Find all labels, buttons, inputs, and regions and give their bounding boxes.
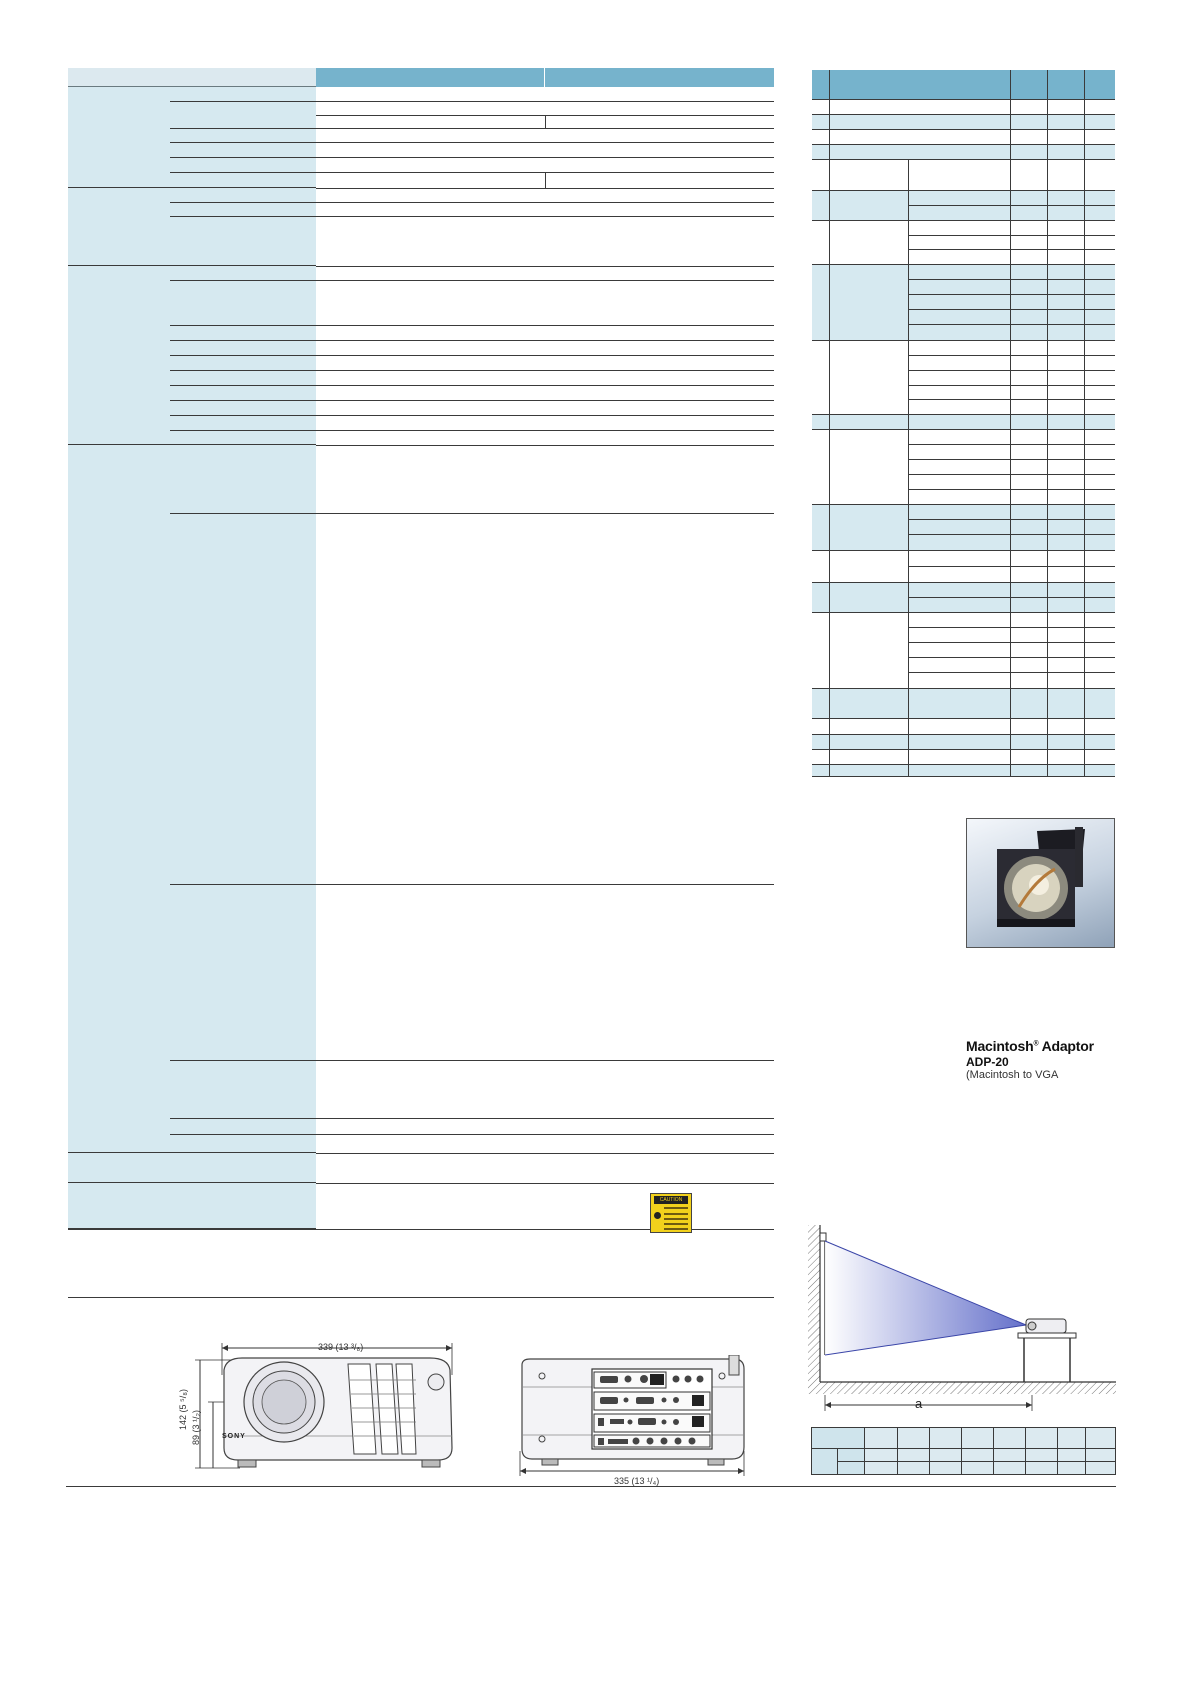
- laser-warning-icon: [654, 1212, 661, 1219]
- projection-distance-diagram: [808, 1225, 1116, 1415]
- front-lens-height-dimension: 89 (3 ¹/₂): [191, 1409, 201, 1445]
- adaptor-name: Macintosh: [966, 1038, 1034, 1054]
- adaptor-name-suffix: Adaptor: [1038, 1038, 1094, 1054]
- spec-header-model-2: [545, 68, 774, 87]
- registered-mark: ®: [1033, 1040, 1039, 1048]
- replacement-lamp-photo: [966, 818, 1115, 948]
- sony-logo: SONY: [222, 1433, 246, 1440]
- adaptor-note: (Macintosh to VGA: [966, 1069, 1059, 1081]
- projector-rear-view-drawing: [512, 1355, 747, 1477]
- caution-label: [650, 1193, 692, 1233]
- rear-width-dimension: 335 (13 ¹/₄): [614, 1476, 660, 1486]
- caution-label-title: CAUTION: [654, 1196, 688, 1204]
- specification-table: [68, 68, 774, 1241]
- spec-group-2: [68, 188, 316, 266]
- front-width-dimension: 339 (13 ³/₈): [318, 1342, 364, 1352]
- adaptor-title: [966, 1038, 1116, 1054]
- adaptor-caption: [966, 1038, 1116, 1081]
- projection-distance-table: [811, 1427, 1116, 1475]
- spec-header-model-1: [316, 68, 545, 87]
- spec-group-5: [68, 1153, 316, 1183]
- spec-header-blank: [68, 68, 316, 87]
- adaptor-model: ADP-20: [966, 1055, 1009, 1069]
- signal-compatibility-table: [812, 70, 1115, 777]
- spec-group-6: [68, 1183, 316, 1229]
- front-height-dimension: 142 (5 ⁵/₈): [178, 1389, 188, 1430]
- projector-front-view-drawing: [180, 1340, 470, 1475]
- distance-label: a: [915, 1396, 923, 1411]
- lamp-illustration: [967, 819, 1115, 948]
- spec-group-4: [68, 445, 316, 1153]
- page-bottom-rule: [66, 1486, 1116, 1487]
